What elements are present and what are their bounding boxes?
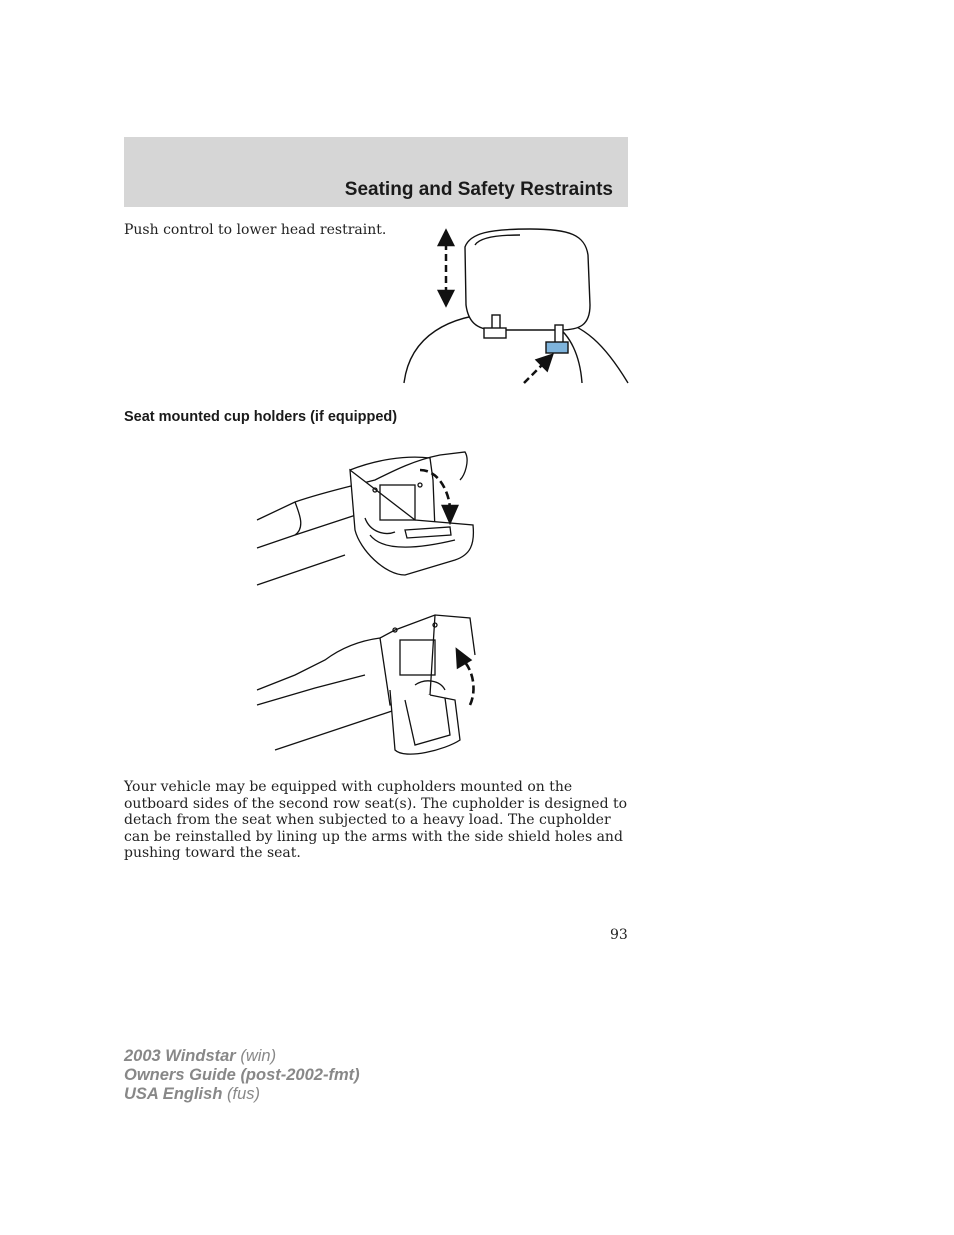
footer-line-model: 2003 Windstar (win) (124, 1047, 277, 1065)
footer-line-language: USA English (fus) (124, 1085, 260, 1103)
cupholder-open-illustration (255, 440, 485, 590)
cupholder-folding-illustration (255, 610, 485, 770)
cupholders-description: Your vehicle may be equipped with cupholders mounted on the outboard sides of the second row seat(s). The cupholder is designed to detach from the seat when subjected to a heavy load. The cupholder can be reinstalled by lining up the arms with the side shield holes and pushing toward the seat. (124, 779, 628, 861)
head-restraint-illustration (400, 225, 630, 387)
head-restraint-instruction: Push control to lower head restraint. (124, 222, 387, 238)
document-footer (124, 1047, 360, 1104)
page-number: 93 (610, 927, 628, 943)
cupholders-heading: Seat mounted cup holders (if equipped) (124, 409, 398, 425)
footer-line-guide: Owners Guide (post-2002-fmt) (124, 1066, 360, 1084)
section-title: Seating and Safety Restraints (344, 179, 613, 200)
section-header-bar (124, 137, 628, 207)
